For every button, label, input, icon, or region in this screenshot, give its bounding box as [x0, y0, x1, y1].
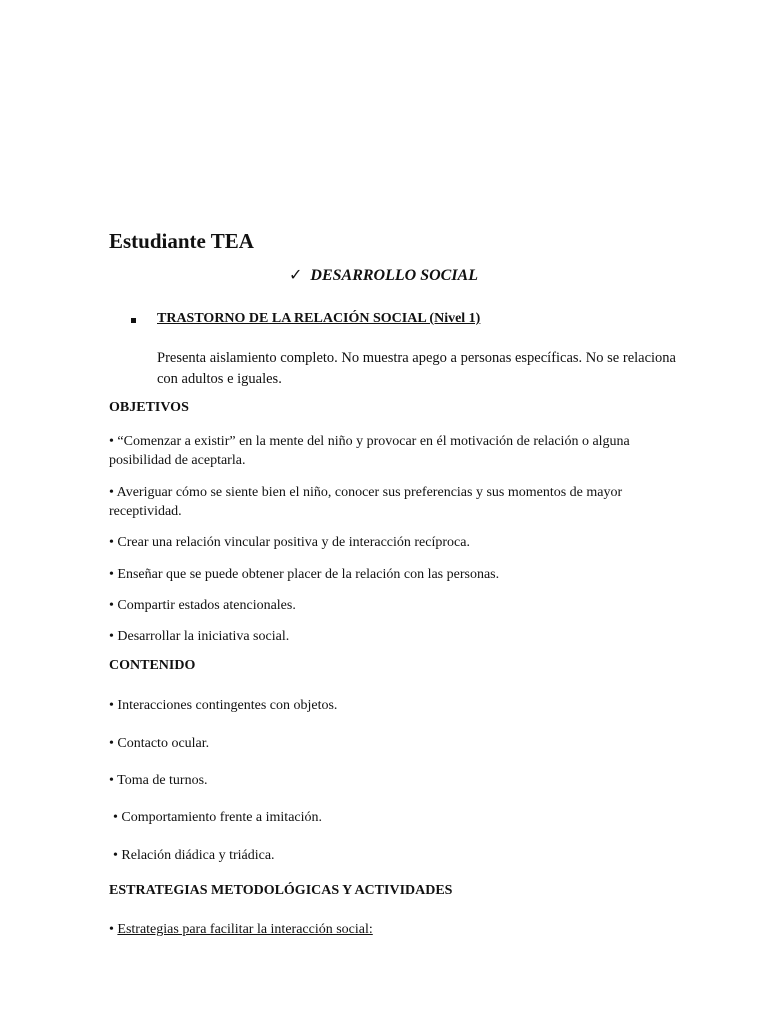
subtitle-text: DESARROLLO SOCIAL: [310, 267, 478, 284]
contenido-item: • Contacto ocular.: [109, 736, 210, 751]
objetivo-item: • Crear una relación vincular positiva y de interacción recíproca.: [109, 535, 470, 550]
objetivo-item: • Averiguar cómo se siente bien el niño, conocer sus preferencias y sus momentos de mayor receptividad.: [109, 485, 623, 519]
square-bullet-icon: [131, 318, 136, 323]
contenido-heading: CONTENIDO: [109, 658, 196, 673]
objetivo-item: • “Comenzar a existir” en la mente del niño y provocar en él motivación de relación o alguna posibilidad de aceptarla.: [109, 434, 630, 468]
estrategias-item: [109, 920, 373, 939]
checkmark-icon: ✓: [289, 267, 303, 284]
contenido-item: • Relación diádica y triádica.: [113, 848, 275, 863]
objetivo-item: • Desarrollar la iniciativa social.: [109, 629, 290, 644]
objetivos-heading: OBJETIVOS: [109, 400, 189, 415]
contenido-item: • Toma de turnos.: [109, 773, 208, 788]
estrategias-heading: ESTRATEGIAS METODOLÓGICAS Y ACTIVIDADES: [109, 883, 453, 898]
bullet: •: [109, 922, 118, 937]
contenido-item: • Comportamiento frente a imitación.: [113, 810, 323, 825]
disorder-description: Presenta aislamiento completo. No muestra apego a personas específicas. No se relaciona con adultos e iguales.: [157, 350, 676, 387]
section-subtitle: [289, 265, 478, 285]
estrategias-item-text: Estrategias para facilitar la interacción social:: [117, 922, 373, 937]
document-title: Estudiante TEA: [109, 229, 254, 253]
contenido-item: • Interacciones contingentes con objetos.: [109, 698, 338, 713]
objetivo-item: • Compartir estados atencionales.: [109, 598, 296, 613]
objetivo-item: • Enseñar que se puede obtener placer de la relación con las personas.: [109, 567, 500, 582]
disorder-heading: TRASTORNO DE LA RELACIÓN SOCIAL (Nivel 1): [157, 311, 481, 326]
